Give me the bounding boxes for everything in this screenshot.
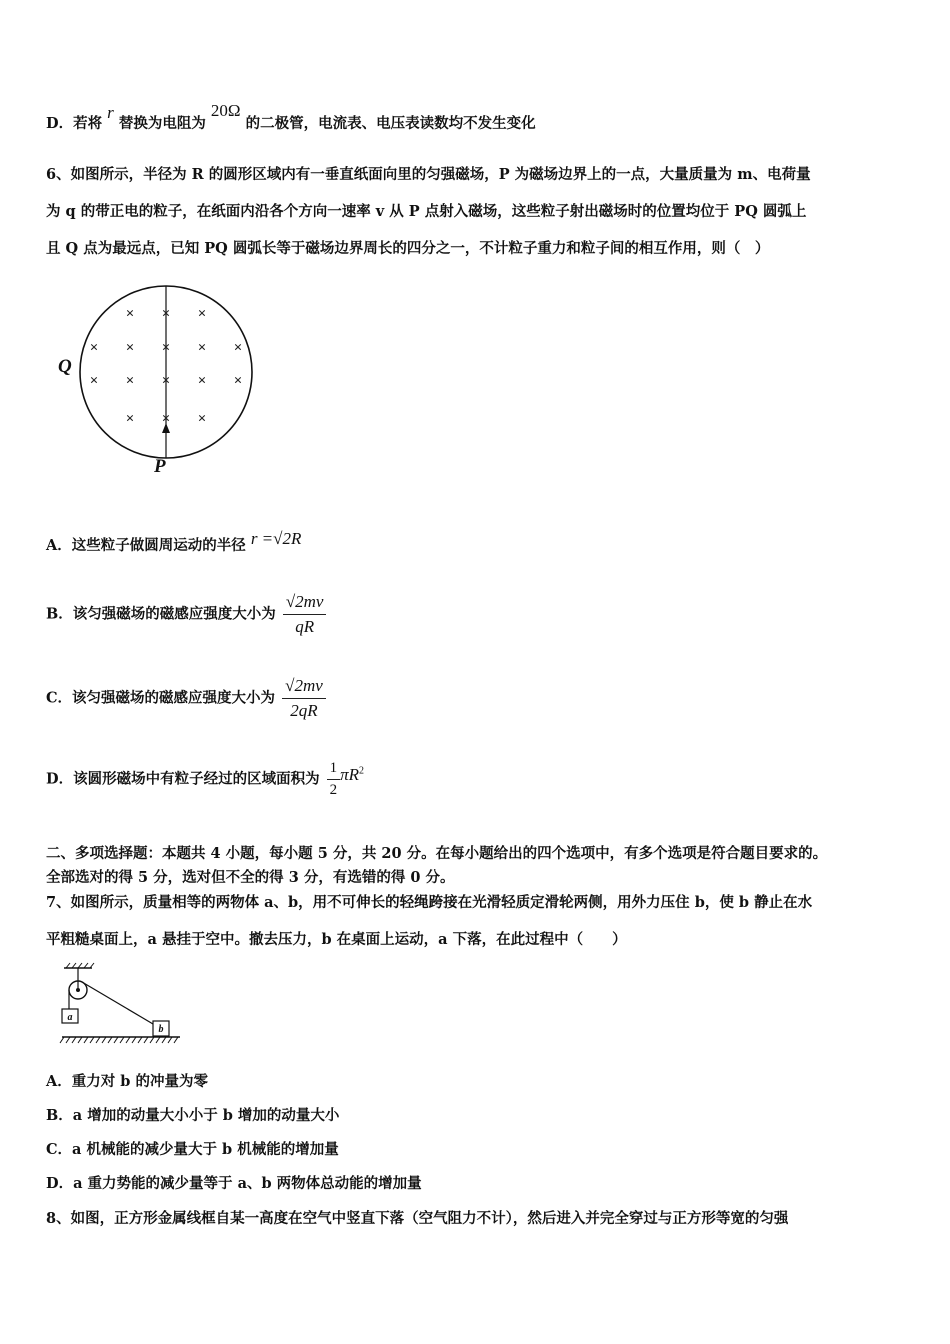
q6-option-d-fraction (327, 760, 341, 799)
field-mark: × (161, 306, 171, 322)
field-mark: × (197, 306, 207, 322)
ceiling-hatch (66, 963, 94, 968)
q6-option-c-fraction (282, 676, 326, 721)
q8-stem-line-1: 8、如图，正方形金属线框自某一高度在空气中竖直下落（空气阻力不计），然后进入并完全穿过与正方形等宽的匀强 (46, 1210, 789, 1227)
q5-option-d-tail: 的二极管，电流表、电压表读数均不发生变化 (245, 115, 536, 132)
q6-option-c (46, 676, 326, 721)
q6-option-d-pi-r: πR (340, 764, 360, 784)
q5-var-r: r (107, 103, 114, 122)
point-q-label: Q (58, 356, 72, 377)
q5-option-d-mid: 替换为电阻为 (118, 115, 206, 132)
field-mark: × (197, 340, 207, 356)
q5-option-d-label: D．若将 (46, 115, 103, 132)
field-mark: × (233, 373, 243, 389)
fraction-numerator: 1 (327, 760, 341, 780)
q7-option-d: D．a 重力势能的减少量等于 a、b 两物体总动能的增加量 (46, 1175, 422, 1192)
q5-option-d (46, 101, 536, 133)
q6-option-a-label: A．这些粒子做圆周运动的半径 (46, 537, 246, 554)
section2-header-line-1: 二、多项选择题：本题共 4 小题，每小题 5 分，共 20 分。在每小题给出的四个选项中，有多个选项是符合题目要求的。 (46, 845, 828, 862)
point-p-label: P (154, 456, 166, 477)
q6-magnetic-field-figure (50, 280, 265, 480)
q5-resistance-value: 20Ω (210, 101, 241, 120)
q7-option-c: C．a 机械能的减少量大于 b 机械能的增加量 (46, 1141, 339, 1158)
field-mark: × (233, 340, 243, 356)
section2-header-line-2: 全部选对的得 5 分，选对但不全的得 3 分，有选错的得 0 分。 (46, 869, 455, 886)
q7-pulley-figure (58, 960, 188, 1055)
q6-option-a (46, 529, 302, 555)
q7-stem-line-2: 平粗糙桌面上，a 悬挂于空中。撤去压力，b 在桌面上运动，a 下落，在此过程中（ ） (46, 931, 627, 948)
field-mark: × (125, 411, 135, 427)
q7-stem-line-1: 7、如图所示，质量相等的两物体 a、b，用不可伸长的轻绳跨接在光滑轻质定滑轮两侧，用外力压住 b，使 b 静止在水 (46, 894, 813, 911)
field-mark: × (161, 373, 171, 389)
field-mark: × (197, 373, 207, 389)
field-mark: × (161, 340, 171, 356)
field-mark: × (197, 411, 207, 427)
field-mark: × (161, 411, 171, 427)
rope (82, 982, 153, 1024)
fraction-numerator: √2mv (282, 676, 326, 699)
q6-stem-line-3: 且 Q 点为最远点，已知 PQ 圆弧长等于磁场边界周长的四分之一，不计粒子重力和粒子间的相互作用，则（ ） (46, 240, 770, 257)
field-mark: × (125, 306, 135, 322)
block-a-label: a (67, 1012, 73, 1023)
fraction-numerator: √2mv (283, 592, 327, 615)
fraction-denominator: 2 (329, 782, 338, 798)
q6-option-b (46, 592, 326, 637)
field-mark: × (89, 340, 99, 356)
q6-stem-line-2: 为 q 的带正电的粒子，在纸面内沿各个方向一速率 v 从 P 点射入磁场，这些粒子射出磁场时的位置均位于 PQ 圆弧上 (46, 203, 807, 220)
q6-stem-line-1: 6、如图所示，半径为 R 的圆形区域内有一垂直纸面向里的匀强磁场，P 为磁场边界上的一点，大量质量为 m、电荷量 (46, 166, 811, 183)
q6-option-a-formula: r =√2R (250, 529, 302, 548)
q6-option-d-exponent: 2 (359, 764, 365, 776)
q7-option-a: A．重力对 b 的冲量为零 (46, 1073, 208, 1090)
q6-option-c-label: C．该匀强磁场的磁感应强度大小为 (46, 689, 276, 707)
q6-option-d-label: D．该圆形磁场中有粒子经过的区域面积为 (46, 770, 320, 788)
q6-option-b-label: B．该匀强磁场的磁感应强度大小为 (46, 605, 276, 623)
block-b-label: b (158, 1024, 164, 1035)
field-mark: × (89, 373, 99, 389)
fraction-denominator: qR (295, 617, 315, 636)
q6-option-d (46, 760, 364, 799)
q6-option-b-fraction (283, 592, 327, 637)
table-hatch (60, 1037, 178, 1043)
field-mark: × (125, 340, 135, 356)
field-mark: × (125, 373, 135, 389)
fraction-denominator: 2qR (290, 701, 318, 720)
q7-option-b: B．a 增加的动量大小小于 b 增加的动量大小 (46, 1107, 340, 1124)
